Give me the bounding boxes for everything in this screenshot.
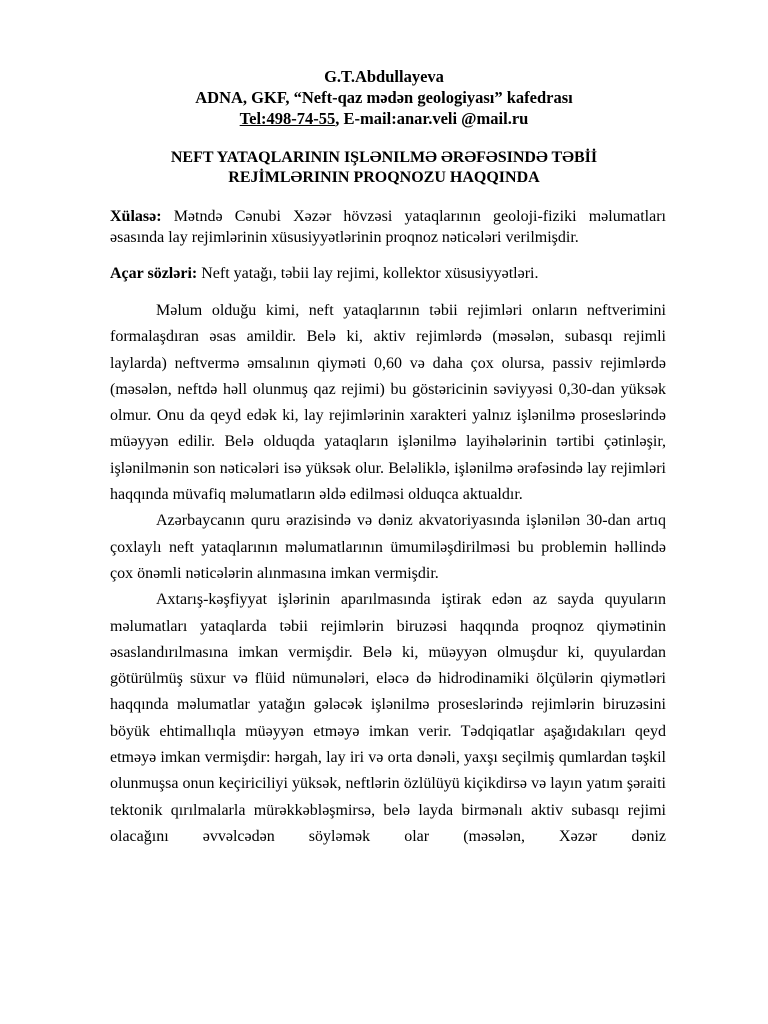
paragraph-3: Axtarış-kəşfiyyat işlərinin aparılmasında iştirak edən az sayda quyuların məlumatları yataqlarda təbii rejimlərin biruzəsi haqqında proqnoz qiymətinin əsaslandırılmasına imkan vermişdir. Belə ki, müəyyən olmuşdur ki, quyulardan götürülmüş süxur və flüid nümunələri, eləcə də hidrodinamiki ölçülərin qiymətləri haqqında məlumatlar yatağın gələcək işlənilmə proseslərində rejimlərin biruzəsini böyük ehtimallıqla müəyyən etməyə imkan verir. Tədqiqatlar aşağıdakıları qeyd etməyə imkan vermişdir: hərgah, lay iri və orta dənəli, yaxşı seçilmiş qumlardan təşkil olunmuşsa onun keçiriciliyi yüksək, neftlərin özlülüyü kiçikdirsə və layın yatım şəraiti tektonik qırılmalarla mürəkkəbləşmirsə, belə layda birmənalı aktiv subasqı rejimi olacağını əvvəlcədən söyləmək olar (məsələn, Xəzər dəniz xyxy=(110,591,666,845)
author-name: G.T.Abdullayeva xyxy=(324,67,444,86)
keywords xyxy=(110,263,666,284)
affiliation: ADNA, GKF, “Neft-qaz mədən geologiyası” kafedrası xyxy=(195,88,573,107)
keywords-text: Neft yatağı, təbii lay rejimi, kollektor xüsusiyyətləri. xyxy=(197,265,539,282)
paragraph-2: Azərbaycanın quru ərazisində və dəniz akvatoriyasında işlənilən 30-dan artıq çoxlaylı neft yataqlarının məlumatlarının ümumiləşdirilməsi bu problemin həllində çox önəmli nəticələrin alınmasına imkan vermişdir. xyxy=(110,512,666,582)
phone-number: Tel:498-74-55 xyxy=(239,109,336,128)
keywords-label: Açar sözləri: xyxy=(110,265,198,282)
email-address: , E-mail:anar.veli @mail.ru xyxy=(335,109,529,128)
paper-title xyxy=(0,148,768,188)
title-line-2: REJİMLƏRININ PROQNOZU HAQQINDA xyxy=(228,169,540,186)
contact-line xyxy=(0,108,768,129)
header xyxy=(0,66,768,129)
abstract xyxy=(110,206,666,248)
abstract-label: Xülasə: xyxy=(110,208,162,225)
abstract-text: Mətndə Cənubi Xəzər hövzəsi yataqlarının geoloji-fiziki məlumatları əsasında lay rejimlərinin xüsusiyyətlərinin proqnoz nəticələri verilmişdir. xyxy=(110,208,666,246)
body-text xyxy=(110,298,666,850)
title-line-1: NEFT YATAQLARININ IŞLƏNILMƏ ƏRƏFƏSINDƏ TƏBİİ xyxy=(170,149,598,166)
paragraph-1: Məlum olduğu kimi, neft yataqlarının təbii rejimləri onların neftverimini formalaşdıran əsas amildir. Belə ki, aktiv rejimlərdə (məsələn, subasqı rejimli laylarda) neftvermə əmsalının qiyməti 0,60 və daha çox olursa, passiv rejimlərdə (məsələn, neftdə həll olunmuş qaz rejimi) bu göstəricinin səviyyəsi 0,30-dan yüksək olmur. Onu da qeyd edək ki, lay rejimlərinin xarakteri yalnız işlənilmə proseslərində müəyyən edilir. Belə olduqda yataqların işlənilmə layihələrinin tərtibi çətinləşir, işlənilmənin son nəticələri isə yüksək olur. Beləliklə, işlənilmə ərəfəsində lay rejimləri haqqında müvafiq məlumatların əldə edilməsi olduqca aktualdır. xyxy=(110,302,666,504)
